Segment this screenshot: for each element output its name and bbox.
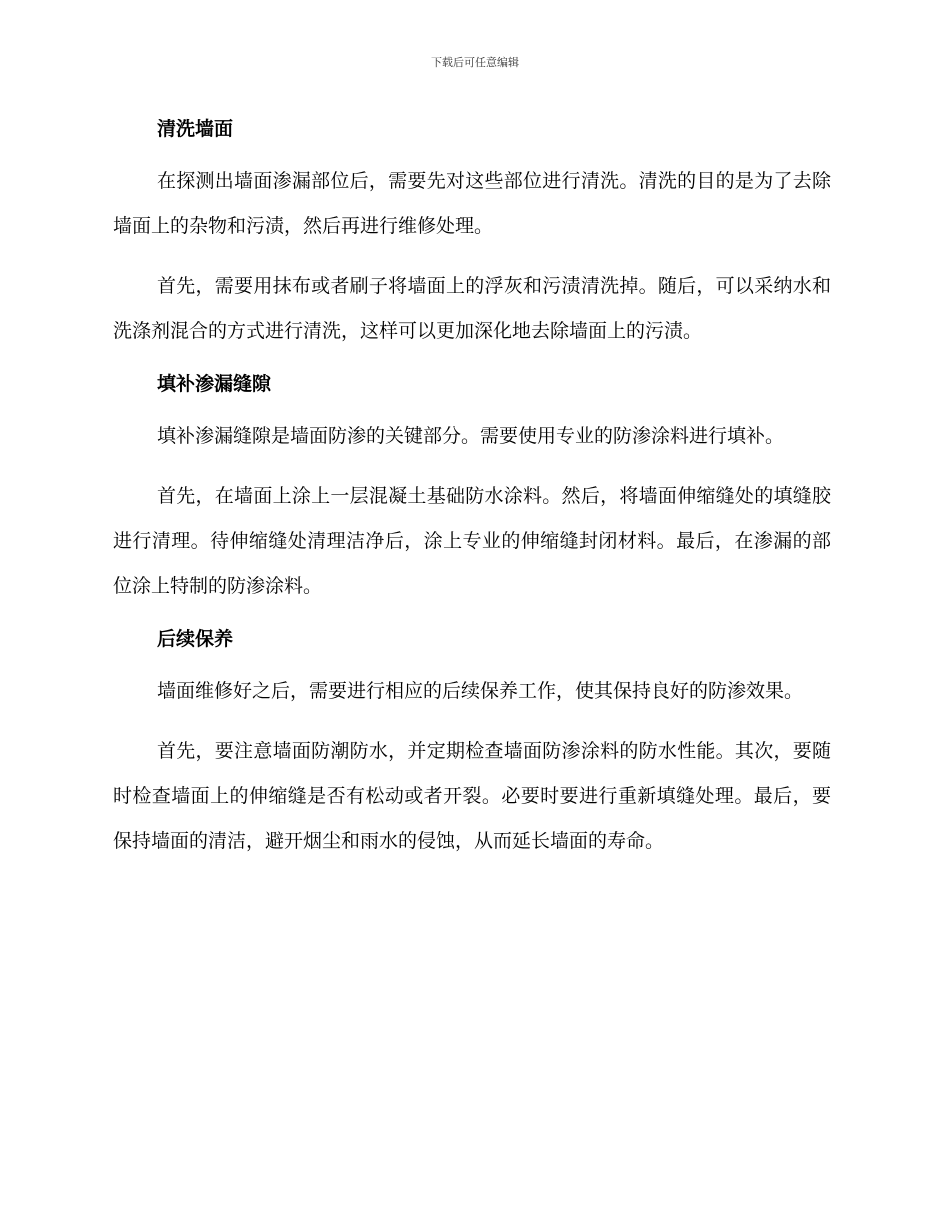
section-filling [113,369,831,609]
header-note: 下载后可任意编辑 [431,56,519,69]
section-heading: 填补渗漏缝隙 [157,373,272,395]
paragraph: 首先，在墙面上涂上一层混凝土基础防水涂料。然后，将墙面伸缩缝处的填缝胶进行清理。待伸缩缝处清理洁净后，涂上专业的伸缩缝封闭材料。最后，在渗漏的部位涂上特制的防渗涂料。 [113,485,831,597]
document-content [113,114,831,879]
section-maintenance [113,624,831,864]
section-heading: 后续保养 [157,628,234,650]
section-cleaning [113,114,831,354]
paragraph: 首先，要注意墙面防潮防水，并定期检查墙面防渗涂料的防水性能。其次，要随时检查墙面上的伸缩缝是否有松动或者开裂。必要时要进行重新填缝处理。最后，要保持墙面的清洁，避开烟尘和雨水的侵蚀，从而延长墙面的寿命。 [113,740,831,852]
paragraph: 墙面维修好之后，需要进行相应的后续保养工作，使其保持良好的防渗效果。 [157,680,804,702]
section-heading: 清洗墙面 [157,118,234,140]
paragraph: 首先，需要用抹布或者刷子将墙面上的浮灰和污渍清洗掉。随后，可以采纳水和洗涤剂混合的方式进行清洗，这样可以更加深化地去除墙面上的污渍。 [113,275,831,342]
paragraph: 填补渗漏缝隙是墙面防渗的关键部分。需要使用专业的防渗涂料进行填补。 [157,425,785,447]
paragraph: 在探测出墙面渗漏部位后，需要先对这些部位进行清洗。清洗的目的是为了去除墙面上的杂物和污渍，然后再进行维修处理。 [113,170,831,237]
